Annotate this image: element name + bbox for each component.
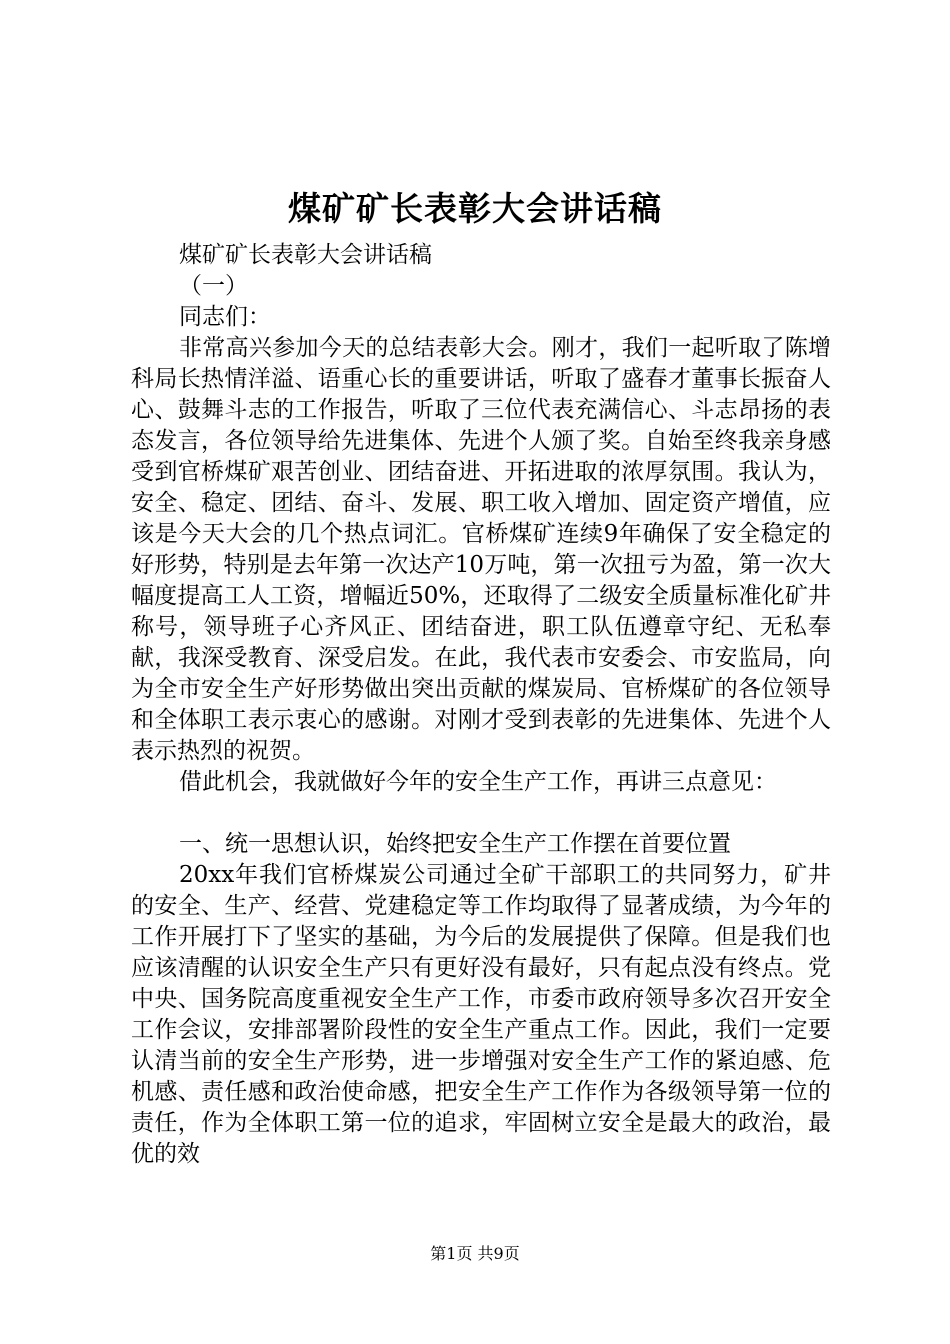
- page-title: 煤矿矿长表彰大会讲话稿: [288, 189, 662, 228]
- page-footer: 第1页 共9页: [430, 1244, 520, 1263]
- salutation: 同志们：: [179, 304, 271, 330]
- section-1-heading: 一、统一思想认识，始终把安全生产工作摆在首要位置: [179, 831, 731, 857]
- document-body: [131, 240, 831, 1170]
- part-label: （一）: [179, 273, 248, 299]
- subtitle: 煤矿矿长表彰大会讲话稿: [179, 242, 432, 268]
- paragraph-1: 非常高兴参加今天的总结表彰大会。刚才，我们一起听取了陈增科局长热情洋溢、语重心长的重要讲话，听取了盛春才董事长振奋人心、鼓舞斗志的工作报告，听取了三位代表充满信心、斗志昂扬的表态发言，各位领导给先进集体、先进个人颁了奖。自始至终我亲身感受到官桥煤矿艰苦创业、团结奋进、开拓进取的浓厚氛围。我认为，安全、稳定、团结、奋斗、发展、职工收入增加、固定资产增值，应该是今天大会的几个热点词汇。官桥煤矿连续9年确保了安全稳定的好形势，特别是去年第一次达产10万吨，第一次扭亏为盈，第一次大幅度提高工人工资，增幅近50%，还取得了二级安全质量标准化矿井称号，领导班子心齐风正、团结奋进，职工队伍遵章守纪、无私奉献，我深受教育、深受启发。在此，我代表市安委会、市安监局，向为全市安全生产好形势做出突出贡献的煤炭局、官桥煤矿的各位领导和全体职工表示衷心的感谢。对刚才受到表彰的先进集体、先进个人表示热烈的祝贺。: [131, 335, 831, 764]
- paragraph-2: 借此机会，我就做好今年的安全生产工作，再讲三点意见：: [179, 769, 777, 795]
- paragraph-3: 20xx年我们官桥煤炭公司通过全矿干部职工的共同努力，矿井的安全、生产、经营、党建稳定等工作均取得了显著成绩，为今年的工作开展打下了坚实的基础，为今后的发展提供了保障。但是我们也应该清醒的认识安全生产只有更好没有最好，只有起点没有终点。党中央、国务院高度重视安全生产工作，市委市政府领导多次召开安全工作会议，安排部署阶段性的安全生产重点工作。因此，我们一定要认清当前的安全生产形势，进一步增强对安全生产工作的紧迫感、危机感、责任感和政治使命感，把安全生产工作作为各级领导第一位的责任，作为全体职工第一位的追求，牢固树立安全是最大的政治，最优的效: [131, 862, 831, 1167]
